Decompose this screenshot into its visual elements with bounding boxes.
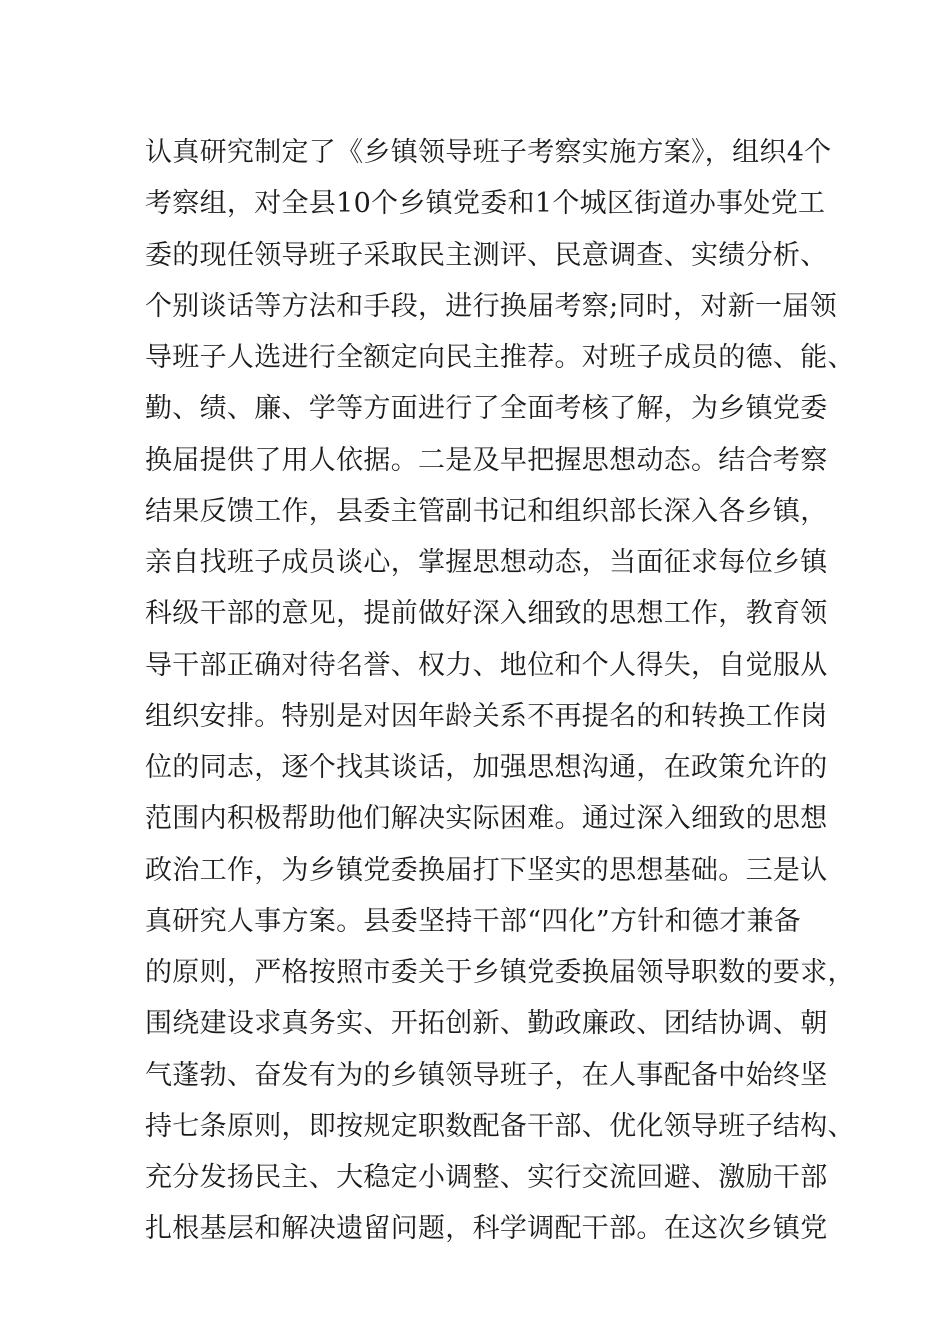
text-line: 结果反馈工作，县委主管副书记和组织部长深入各乡镇， — [145, 495, 828, 527]
text-line: 扎根基层和解决遗留问题，科学调配干部。在这次乡镇党 — [145, 1213, 828, 1245]
text-line: 充分发扬民主、大稳定小调整、实行交流回避、激励干部 — [145, 1162, 828, 1193]
text-line: 位的同志，逐个找其谈话，加强思想沟通，在政策允许的 — [145, 752, 828, 783]
text-line: 范围内积极帮助他们解决实际困难。通过深入细致的思想 — [145, 803, 828, 835]
text-line: 导班子人选进行全额定向民主推荐。对班子成员的德、能、 — [145, 342, 855, 373]
text-line: 认真研究制定了《乡镇领导班子考察实施方案》，组织4个 — [145, 137, 832, 168]
text-line: 持七条原则，即按规定职数配备干部、优化领导班子结构、 — [145, 1110, 855, 1142]
text-line: 换届提供了用人依据。二是及早把握思想动态。结合考察 — [145, 444, 828, 476]
text-line: 的原则，严格按照市委关于乡镇党委换届领导职数的要求， — [145, 957, 855, 988]
text-line: 导干部正确对待名誉、权力、地位和个人得失，自觉服从 — [145, 649, 828, 681]
body-text — [145, 131, 855, 1259]
text-line: 组织安排。特别是对因年龄关系不再提名的和转换工作岗 — [145, 700, 828, 732]
text-line: 围绕建设求真务实、开拓创新、勤政廉政、团结协调、朝 — [145, 1008, 828, 1040]
text-line: 气蓬勃、奋发有为的乡镇领导班子，在人事配备中始终坚 — [145, 1059, 828, 1091]
text-line: 个别谈话等方法和手段，进行换届考察;同时，对新一届领 — [145, 290, 837, 322]
text-line: 委的现任领导班子采取民主测评、民意调查、实绩分析、 — [145, 239, 828, 271]
text-line: 考察组，对全县10个乡镇党委和1个城区街道办事处党工 — [145, 188, 826, 220]
text-line: 真研究人事方案。县委坚持干部“四化”方针和德才兼备 — [145, 905, 802, 937]
text-line: 政治工作，为乡镇党委换届打下坚实的思想基础。三是认 — [145, 854, 828, 886]
text-line: 科级干部的意见，提前做好深入细致的思想工作，教育领 — [145, 598, 828, 630]
text-line: 勤、绩、廉、学等方面进行了全面考核了解，为乡镇党委 — [145, 393, 828, 425]
text-line: 亲自找班子成员谈心，掌握思想动态，当面征求每位乡镇 — [145, 547, 828, 578]
